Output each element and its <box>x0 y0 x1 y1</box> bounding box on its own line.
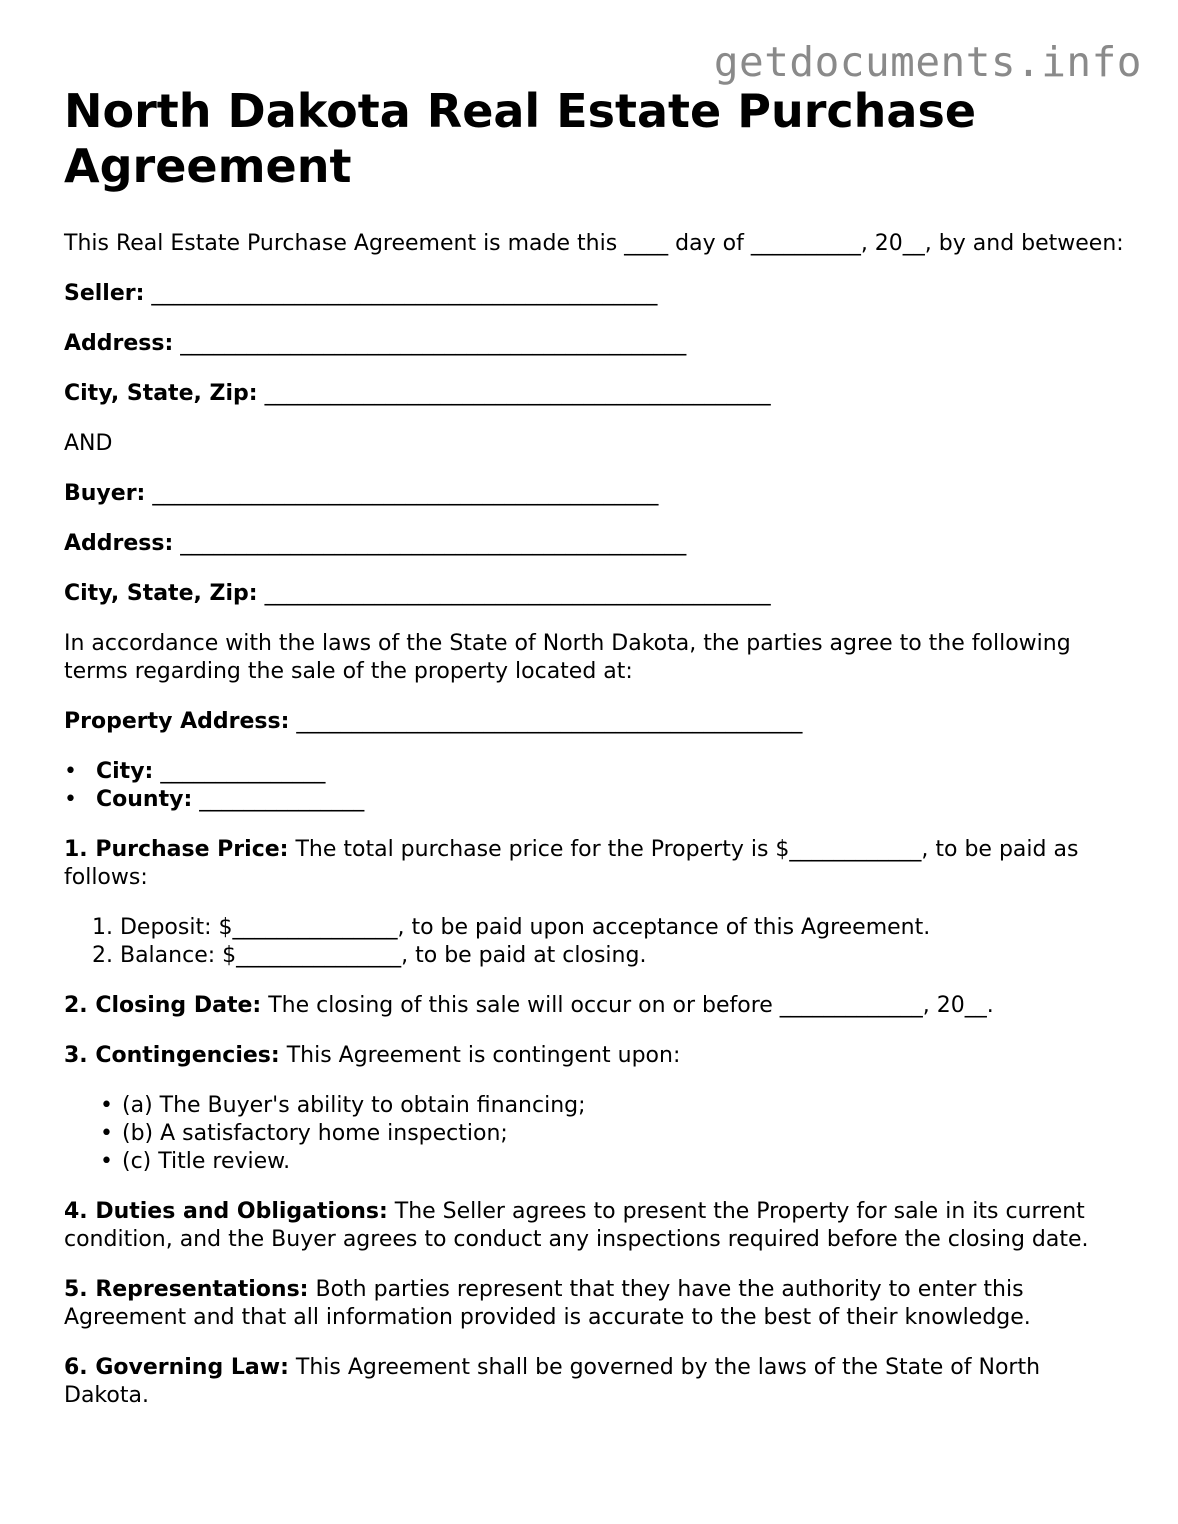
city-blank: _______________ <box>160 759 326 784</box>
intro-paragraph: This Real Estate Purchase Agreement is made this ____ day of __________, 20__, by and between: <box>64 231 1124 256</box>
buyer-field <box>64 480 1124 508</box>
list-item: 2. Balance: $_______________, to be paid at closing. <box>92 943 647 968</box>
section-closing-date <box>64 992 1124 1020</box>
section-text: The closing of this sale will occur on or before _____________, 20__. <box>268 993 994 1018</box>
section-heading: 2. Closing Date: <box>64 993 262 1018</box>
seller-city-label: City, State, Zip: <box>64 381 258 406</box>
property-address-blank: ______________________________________________ <box>296 709 803 734</box>
list-item: • (c) Title review. <box>100 1148 1124 1176</box>
contingencies-list <box>64 1092 1124 1176</box>
section-governing-law <box>64 1354 1124 1410</box>
property-address-field <box>64 708 1124 736</box>
county-label: County: <box>96 787 193 812</box>
buyer-city-field <box>64 580 1124 608</box>
list-item <box>64 786 1124 814</box>
section-heading: 4. Duties and Obligations: <box>64 1199 388 1224</box>
seller-address-label: Address: <box>64 331 174 356</box>
seller-label: Seller: <box>64 281 145 306</box>
seller-city-blank: ______________________________________________ <box>264 381 771 406</box>
property-address-label: Property Address: <box>64 709 290 734</box>
section-contingencies <box>64 1042 1124 1070</box>
section-heading: 3. Contingencies: <box>64 1043 280 1068</box>
seller-address-blank: ______________________________________________ <box>180 331 687 356</box>
list-item <box>64 758 1124 786</box>
section-representations <box>64 1276 1124 1332</box>
section-heading: 6. Governing Law: <box>64 1355 289 1380</box>
buyer-blank: ______________________________________________ <box>152 481 659 506</box>
section-text: The Seller agrees to present the Property for sale in its current condition, and the Buyer agrees to conduct any inspections required before the closing date. <box>64 1199 1089 1252</box>
and-separator: AND <box>64 431 113 456</box>
section-text: This Agreement is contingent upon: <box>286 1043 681 1068</box>
buyer-label: Buyer: <box>64 481 146 506</box>
section-text: Both parties represent that they have the authority to enter this Agreement and that all information provided is accurate to the best of their knowledge. <box>64 1277 1031 1330</box>
seller-address-field <box>64 330 1124 358</box>
section-heading: 1. Purchase Price: <box>64 837 289 862</box>
buyer-city-label: City, State, Zip: <box>64 581 258 606</box>
county-blank: _______________ <box>199 787 365 812</box>
list-item: • (a) The Buyer's ability to obtain financing; <box>100 1092 1124 1120</box>
seller-blank: ______________________________________________ <box>151 281 658 306</box>
section-duties <box>64 1198 1124 1254</box>
list-item: 1. Deposit: $_______________, to be paid upon acceptance of this Agreement. <box>92 915 931 940</box>
section-text: The total purchase price for the Property is $____________, to be paid as follows: <box>64 837 1079 890</box>
document-page <box>64 84 1124 1432</box>
buyer-city-blank: ______________________________________________ <box>264 581 771 606</box>
list-item: • (b) A satisfactory home inspection; <box>100 1120 1124 1148</box>
watermark: getdocuments.info <box>713 38 1142 86</box>
buyer-address-field <box>64 530 1124 558</box>
section-purchase-price <box>64 836 1124 892</box>
seller-city-field <box>64 380 1124 408</box>
section-text: This Agreement shall be governed by the laws of the State of North Dakota. <box>64 1355 1041 1408</box>
seller-field <box>64 280 1124 308</box>
payments-list <box>64 914 1124 970</box>
terms-intro-paragraph: In accordance with the laws of the State of North Dakota, the parties agree to the following terms regarding the sale of the property located at: <box>64 631 1071 684</box>
buyer-address-blank: ______________________________________________ <box>180 531 687 556</box>
section-heading: 5. Representations: <box>64 1277 309 1302</box>
document-title: North Dakota Real Estate Purchase Agreement <box>64 84 977 193</box>
buyer-address-label: Address: <box>64 531 174 556</box>
city-label: City: <box>96 759 154 784</box>
property-fields-list <box>64 758 1124 814</box>
